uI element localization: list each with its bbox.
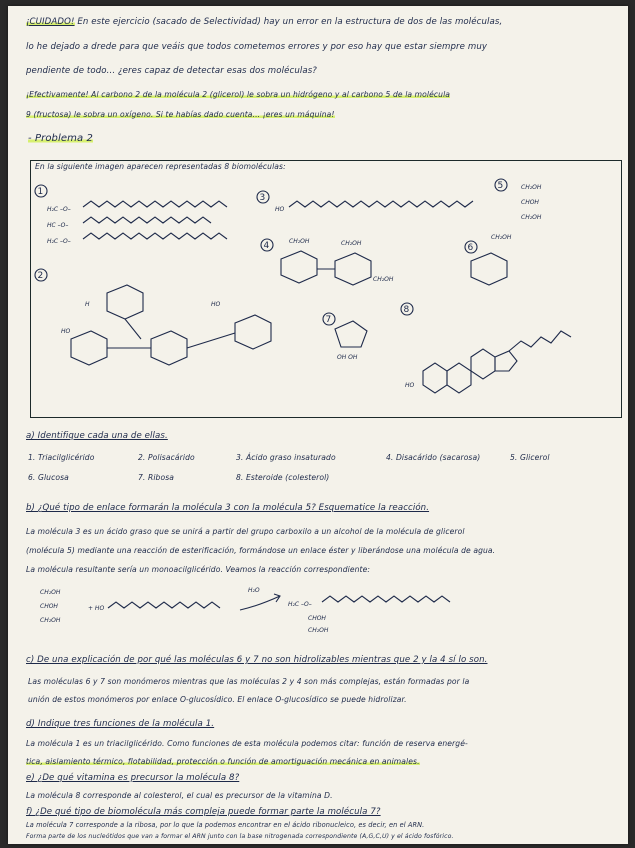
molecule-drawings [31, 161, 621, 417]
svg-text:CH₂OH: CH₂OH [308, 627, 329, 634]
svg-text:8: 8 [403, 305, 410, 315]
answer-e-line-1: La molécula 8 corresponde al colesterol, el cual es precursor de la vitamina D. [26, 791, 333, 800]
svg-text:CH₂OH: CH₂OH [40, 589, 61, 596]
answer-f-line-1: La molécula 7 corresponde a la ribosa, por lo que la podemos encontrar en el ácido ribonucleico, es decir, en el ARN. [26, 821, 425, 829]
answer-d-line-1: La molécula 1 es un triacilglicérido. Como funciones de esta molécula podemos citar: función de reserva energé- [26, 739, 468, 748]
answer-a-item-5: 5. Glicerol [510, 453, 550, 462]
answer-a-item-6: 6. Glucosa [28, 473, 69, 482]
answer-c-line-2: unión de estos monómeros por enlace O-glucosídico. El enlace O-glucosídico se puede hidrolizar. [28, 695, 407, 704]
svg-text:CH₂OH: CH₂OH [521, 184, 542, 191]
warning-text: En este ejercicio (sacado de Selectividad) hay un error en la estructura de dos de las moléculas, [77, 17, 503, 27]
reaction-scheme [26, 580, 626, 640]
svg-text:6: 6 [467, 243, 474, 253]
svg-text:OH OH: OH OH [337, 354, 358, 361]
svg-text:H₂C –O–: H₂C –O– [288, 601, 312, 608]
svg-text:CH₂OH: CH₂OH [521, 214, 542, 221]
warning-line-1 [26, 18, 502, 27]
question-a: a) Identifique cada una de ellas. [26, 431, 168, 441]
notebook-page [8, 6, 628, 844]
svg-text:CH₂OH: CH₂OH [289, 238, 310, 245]
svg-text:5: 5 [497, 181, 504, 191]
question-d: d) Indique tres funciones de la molécula 1. [26, 719, 215, 729]
svg-text:H₂C –O–: H₂C –O– [47, 206, 71, 213]
answer-a-item-1: 1. Triacilglicérido [28, 453, 95, 462]
figure-intro: En la siguiente imagen aparecen representadas 8 biomoléculas: [35, 162, 286, 171]
svg-text:CH₂OH: CH₂OH [40, 617, 61, 624]
svg-text:HC –O–: HC –O– [47, 222, 69, 229]
answer-a-item-3: 3. Ácido graso insaturado [236, 453, 336, 462]
question-c: c) De una explicación de por qué las moléculas 6 y 7 no son hidrolizables mientras que 2 y la 4 sí lo son. [26, 655, 488, 665]
question-b: b) ¿Qué tipo de enlace formarán la molécula 3 con la molécula 5? Esquematice la reacción. [26, 503, 430, 513]
question-e: e) ¿De qué vitamina es precursor la molécula 8? [26, 773, 240, 783]
reaction-water: H₂O [248, 587, 260, 594]
answer-c-line-1: Las moléculas 6 y 7 son monómeros mientras que las moléculas 2 y 4 son más complejas, están formadas por la [28, 677, 470, 686]
svg-text:2: 2 [37, 271, 44, 281]
answer-a-item-8: 8. Esteroide (colesterol) [236, 473, 330, 482]
molecules-figure-box [30, 160, 622, 418]
svg-text:+ HO: + HO [88, 605, 105, 612]
svg-text:HO: HO [275, 206, 285, 213]
svg-text:CH₂OH: CH₂OH [491, 234, 512, 241]
svg-text:HO: HO [211, 301, 221, 308]
answer-line-1: ¡Efectivamente! Al carbono 2 de la molécula 2 (glicerol) le sobra un hidrógeno y al carbono 5 de la molécula [26, 90, 451, 99]
svg-text:4: 4 [263, 241, 270, 251]
svg-text:CHOH: CHOH [521, 199, 539, 206]
svg-text:CH₂OH: CH₂OH [373, 276, 394, 283]
svg-text:CH₂OH: CH₂OH [341, 240, 362, 247]
svg-text:HO: HO [405, 382, 415, 389]
answer-line-2: 9 (fructosa) le sobra un oxígeno. Si te habías dado cuenta... ¡eres un máquina! [26, 110, 335, 119]
mol-number: 1 [37, 187, 44, 197]
answer-d-line-2: tica, aislamiento térmico, flotabilidad, protección o función de amortiguación mecánica en animales. [26, 757, 420, 766]
answer-a-item-7: 7. Ribosa [138, 473, 175, 482]
answer-b-line-2: (molécula 5) mediante una reacción de esterificación, formándose un enlace éster y liberándose una molécula de agua. [26, 546, 496, 555]
problem-title: - Problema 2 [28, 133, 93, 144]
answer-a-item-2: 2. Polisacárido [138, 453, 195, 462]
svg-text:H₂C –O–: H₂C –O– [47, 238, 71, 245]
answer-a-item-4: 4. Disacárido (sacarosa) [386, 453, 481, 462]
warning-line-2: lo he dejado a drede para que veáis que todos cometemos errores y por eso hay que estar siempre muy [26, 42, 488, 52]
svg-text:HO: HO [61, 328, 71, 335]
svg-text:CHOH: CHOH [308, 615, 326, 622]
answer-f-line-2: Forma parte de los nucleótidos que van a formar el ARN junto con la base nitrogenada correspondiente (A,G,C,U) y el ácido fosfórico. [26, 833, 454, 840]
question-f: f) ¿De qué tipo de biomolécula más compleja puede formar parte la molécula 7? [26, 807, 381, 817]
answer-b-line-3: La molécula resultante sería un monoacilglicérido. Veamos la reacción correspondiente: [26, 565, 371, 574]
svg-text:H: H [85, 301, 90, 308]
svg-text:3: 3 [259, 193, 266, 203]
warning-title: ¡CUIDADO! [26, 17, 75, 27]
answer-b-line-1: La molécula 3 es un ácido graso que se unirá a partir del grupo carboxilo a un alcohol de la molécula de glicerol [26, 527, 465, 536]
svg-text:CHOH: CHOH [40, 603, 58, 610]
warning-line-3: pendiente de todo... ¿eres capaz de detectar esas dos moléculas? [26, 66, 317, 76]
svg-text:7: 7 [325, 315, 332, 325]
